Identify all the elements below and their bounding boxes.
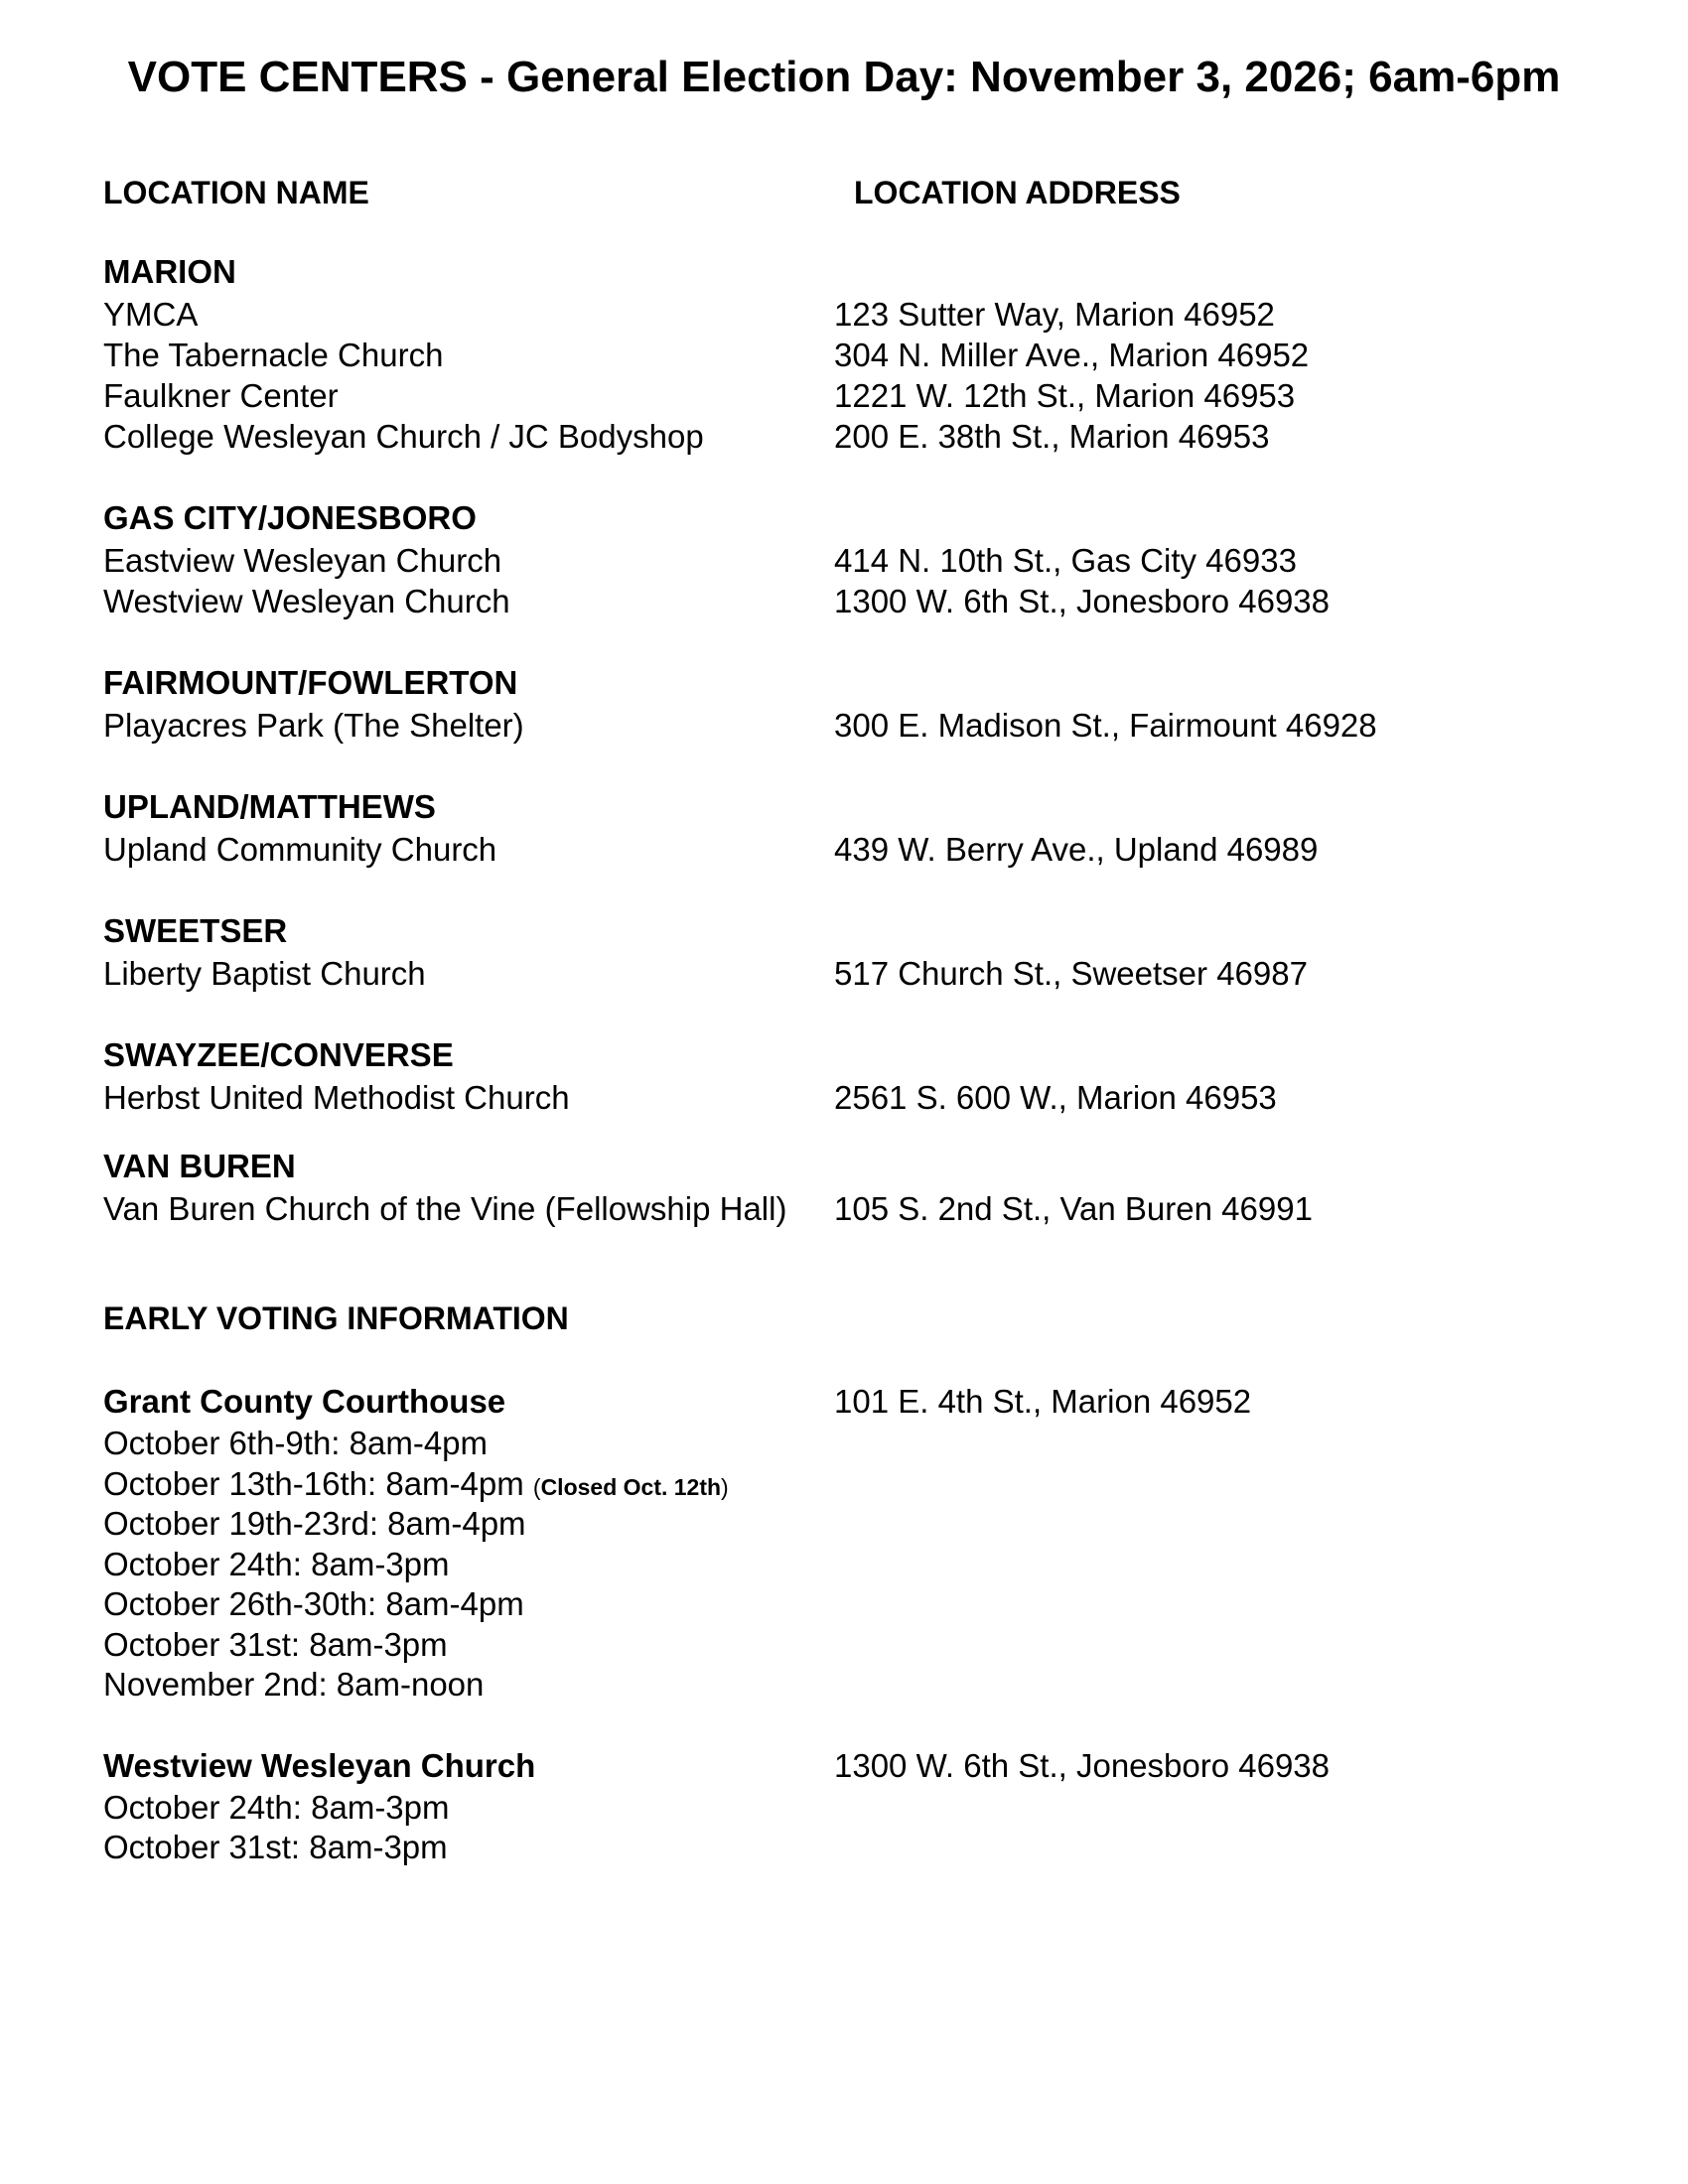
location-name: Playacres Park (The Shelter)	[103, 707, 524, 744]
early-voting-site	[103, 1744, 1652, 1788]
closure-note	[533, 1474, 729, 1500]
location-name: Liberty Baptist Church	[103, 955, 426, 992]
location-address: 517 Church St., Sweetser 46987	[834, 955, 1308, 992]
hours-line: November 2nd: 8am-noon	[103, 1666, 485, 1703]
region-heading: MARION	[103, 253, 236, 290]
region-heading: FAIRMOUNT/FOWLERTON	[103, 664, 518, 701]
hours-line: October 31st: 8am-3pm	[103, 1625, 448, 1663]
site-name: Westview Wesleyan Church	[103, 1746, 536, 1784]
region-section-upland-matthews	[103, 785, 1652, 870]
location-name: The Tabernacle Church	[103, 337, 444, 373]
early-voting-site	[103, 1380, 1652, 1424]
vote-centers-list	[103, 250, 1652, 1868]
location-row	[103, 953, 1652, 994]
location-address: 439 W. Berry Ave., Upland 46989	[834, 831, 1319, 868]
hours-line: October 26th-30th: 8am-4pm	[103, 1585, 524, 1622]
location-row	[103, 581, 1652, 621]
location-name: YMCA	[103, 296, 199, 333]
hours-line: October 6th-9th: 8am-4pm	[103, 1425, 489, 1461]
early-voting-heading: EARLY VOTING INFORMATION	[103, 1300, 569, 1336]
location-row	[103, 1188, 1652, 1229]
location-row	[103, 375, 1652, 416]
location-name: Faulkner Center	[103, 377, 339, 414]
hours-line	[103, 1464, 1652, 1505]
hours-line: October 31st: 8am-3pm	[103, 1829, 448, 1865]
location-name: College Wesleyan Church / JC Bodyshop	[103, 418, 704, 455]
location-address: 414 N. 10th St., Gas City 46933	[834, 542, 1297, 579]
location-row	[103, 416, 1652, 457]
location-name: Eastview Wesleyan Church	[103, 542, 502, 579]
location-address: 105 S. 2nd St., Van Buren 46991	[834, 1190, 1313, 1227]
location-address: 123 Sutter Way, Marion 46952	[834, 296, 1275, 333]
hours-line: October 24th: 8am-3pm	[103, 1545, 450, 1582]
region-section-swayzee-converse	[103, 1033, 1652, 1118]
site-address: 101 E. 4th St., Marion 46952	[834, 1383, 1252, 1420]
note-close-paren: )	[721, 1473, 729, 1500]
column-header-address: LOCATION ADDRESS	[854, 175, 1181, 210]
column-header-name: LOCATION NAME	[103, 175, 369, 210]
region-heading: GAS CITY/JONESBORO	[103, 499, 477, 536]
early-voting-section	[103, 1297, 1652, 1868]
note-open-paren: (	[532, 1473, 541, 1500]
location-address: 2561 S. 600 W., Marion 46953	[834, 1079, 1277, 1116]
location-row	[103, 705, 1652, 746]
region-section-van-buren	[103, 1145, 1652, 1229]
note-text: Closed Oct. 12th	[540, 1473, 722, 1500]
location-address: 304 N. Miller Ave., Marion 46952	[834, 337, 1310, 373]
location-row	[103, 540, 1652, 581]
hours-text: October 13th-16th: 8am-4pm	[103, 1464, 524, 1502]
hours-line: October 19th-23rd: 8am-4pm	[103, 1505, 526, 1542]
location-name: Upland Community Church	[103, 831, 497, 868]
location-address: 1221 W. 12th St., Marion 46953	[834, 377, 1296, 414]
region-section-fairmount-fowlerton	[103, 661, 1652, 746]
location-address: 1300 W. 6th St., Jonesboro 46938	[834, 583, 1331, 619]
location-address: 200 E. 38th St., Marion 46953	[834, 418, 1270, 455]
region-section-marion	[103, 250, 1652, 457]
site-name: Grant County Courthouse	[103, 1383, 506, 1420]
location-name: Van Buren Church of the Vine (Fellowship Hall)	[103, 1190, 787, 1227]
site-address: 1300 W. 6th St., Jonesboro 46938	[834, 1746, 1331, 1784]
region-heading: SWAYZEE/CONVERSE	[103, 1036, 454, 1073]
region-section-sweetser	[103, 909, 1652, 994]
hours-line: October 24th: 8am-3pm	[103, 1788, 450, 1826]
location-name: Westview Wesleyan Church	[103, 583, 510, 619]
location-address: 300 E. Madison St., Fairmount 46928	[834, 707, 1377, 744]
region-heading: VAN BUREN	[103, 1148, 296, 1184]
region-heading: SWEETSER	[103, 912, 288, 949]
location-row	[103, 829, 1652, 870]
location-name: Herbst United Methodist Church	[103, 1079, 570, 1116]
location-row	[103, 335, 1652, 375]
region-section-gas-city-jonesboro	[103, 496, 1652, 621]
location-row	[103, 1077, 1652, 1118]
page-title: VOTE CENTERS - General Election Day: November 3, 2026; 6am-6pm	[127, 53, 1561, 101]
location-row	[103, 294, 1652, 335]
region-heading: UPLAND/MATTHEWS	[103, 788, 436, 825]
